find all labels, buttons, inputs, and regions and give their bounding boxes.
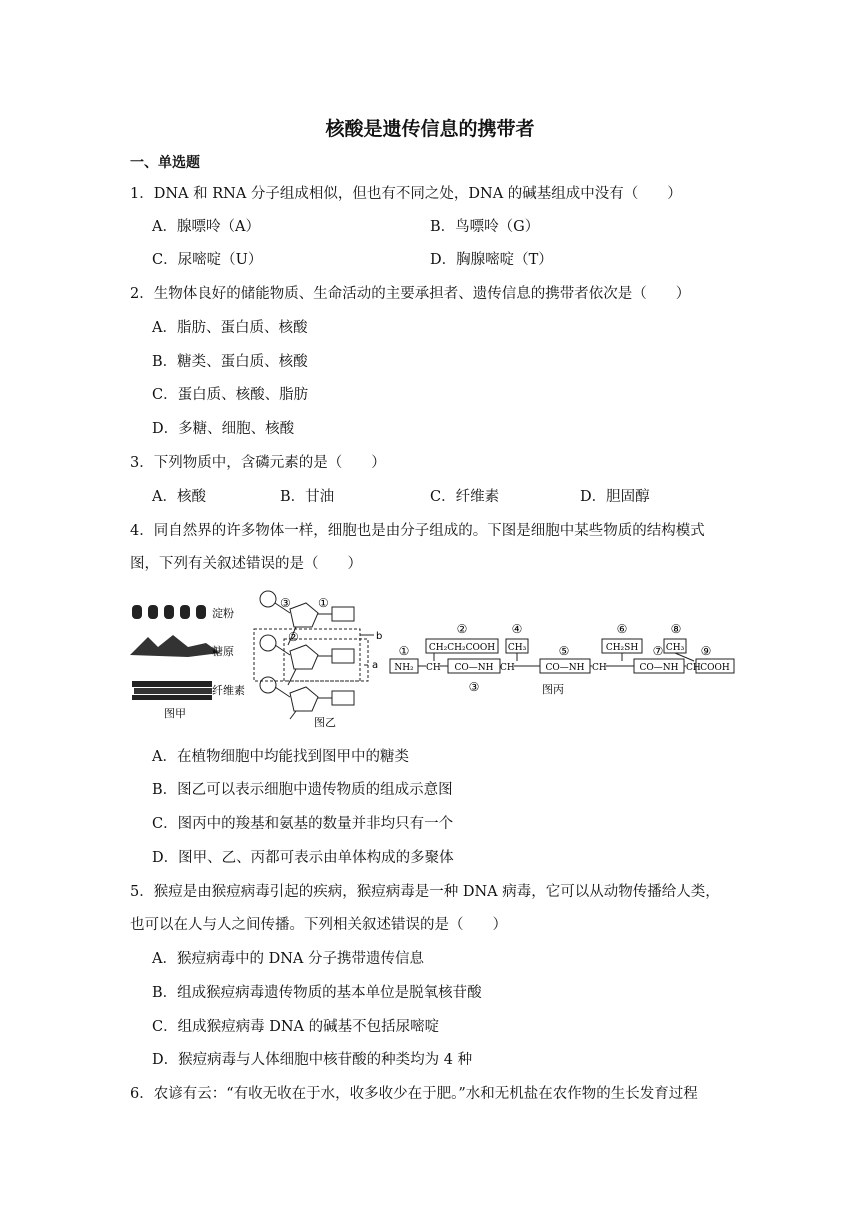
q4-option-b: B．图乙可以表示细胞中遗传物质的组成示意图 <box>152 782 453 798</box>
jia-caption: 图甲 <box>164 707 186 720</box>
q4-stem-line1: 4．同自然界的许多物体一样，细胞也是由分子组成的。下图是细胞中某些物质的结构模式 <box>130 523 705 539</box>
q6-stem-line1: 6．农谚有云：“有收无收在于水，收多收少在于肥。”水和无机盐在农作物的生长发育过程 <box>130 1086 698 1102</box>
q3-option-a: A．核酸 <box>152 489 206 505</box>
bing-box-text-4: CH₃ <box>507 643 527 653</box>
q3-stem: 3．下列物质中，含磷元素的是（ ） <box>130 455 386 471</box>
yi-mark-b: b <box>376 631 383 642</box>
bing-box-text-1: NH₂ <box>394 663 414 673</box>
q3-option-d: D．胆固醇 <box>580 489 650 505</box>
bing-ch-2: CH <box>500 663 515 673</box>
q4-option-a: A．在植物细胞中均能找到图甲中的糖类 <box>152 749 409 765</box>
yi-mark-2: ② <box>288 630 299 644</box>
section-heading: 一、单选题 <box>130 155 200 171</box>
yi-mark-3: ③ <box>280 596 291 610</box>
jia-label-cellulose: 纤维素 <box>212 684 245 697</box>
bing-ch-4: CH <box>686 663 701 673</box>
q1-stem: 1．DNA 和 RNA 分子组成相似，但也有不同之处，DNA 的碱基组成中没有（ ） <box>130 186 682 202</box>
bing-box-text-2: CH₂CH₂COOH <box>428 643 496 653</box>
bing-ch-3: CH <box>592 663 607 673</box>
bing-box-text-7: CO—NH <box>639 663 679 673</box>
q1-option-d: D．胸腺嘧啶（T） <box>430 252 553 268</box>
yi-mark-a: a <box>372 660 379 671</box>
q5-option-d: D．猴痘病毒与人体细胞中核苷酸的种类均为 4 种 <box>152 1052 473 1068</box>
bing-circle-7: ⑦ <box>652 644 664 658</box>
q5-option-b: B．组成猴痘病毒遗传物质的基本单位是脱氧核苷酸 <box>152 985 482 1001</box>
bing-circle-9: ⑨ <box>700 644 712 658</box>
bing-circle-6: ⑥ <box>616 622 628 636</box>
q1-option-a: A．腺嘌呤（A） <box>152 219 260 235</box>
q4-option-c: C．图丙中的羧基和氨基的数量并非均只有一个 <box>152 816 454 832</box>
bing-box-text-6: CH₂SH <box>605 643 639 653</box>
q5-option-c: C．组成猴痘病毒 DNA 的碱基不包括尿嘧啶 <box>152 1019 440 1035</box>
jia-label-starch: 淀粉 <box>212 607 234 620</box>
page-title: 核酸是遗传信息的携带者 <box>325 118 535 140</box>
bing-circle-3: ③ <box>468 680 480 694</box>
q3-option-b: B．甘油 <box>280 489 335 505</box>
figure-jia <box>130 605 245 720</box>
bing-circle-1: ① <box>398 644 410 658</box>
bing-box-text-5: CO—NH <box>545 663 585 673</box>
bing-circle-2: ② <box>456 622 468 636</box>
q2-option-b: B．糖类、蛋白质、核酸 <box>152 354 308 370</box>
bing-ch-1: CH <box>426 663 441 673</box>
yi-caption: 图乙 <box>314 716 336 729</box>
q4-figure <box>128 585 738 731</box>
bing-caption: 图丙 <box>542 683 564 696</box>
bing-box-text-3: CO—NH <box>454 663 494 673</box>
bing-circle-5: ⑤ <box>558 644 570 658</box>
figure-yi <box>254 591 374 719</box>
q3-option-c: C．纤维素 <box>430 489 500 505</box>
q1-option-b: B．鸟嘌呤（G） <box>430 219 540 235</box>
q2-stem: 2．生物体良好的储能物质、生命活动的主要承担者、遗传信息的携带者依次是（ ） <box>130 286 691 302</box>
bing-box-text-9: COOH <box>700 663 730 673</box>
q5-stem-line1: 5．猴痘是由猴痘病毒引起的疾病，猴痘病毒是一种 DNA 病毒，它可以从动物传播给人类， <box>130 884 720 900</box>
bing-circle-8: ⑧ <box>670 622 682 636</box>
q2-option-d: D．多糖、细胞、核酸 <box>152 421 295 437</box>
q1-option-c: C．尿嘧啶（U） <box>152 252 263 268</box>
yi-mark-1: ① <box>318 596 329 610</box>
q4-option-d: D．图甲、乙、丙都可表示由单体构成的多聚体 <box>152 850 454 866</box>
jia-label-glycogen: 糖原 <box>212 645 234 658</box>
figure-bing <box>390 622 734 696</box>
q5-option-a: A．猴痘病毒中的 DNA 分子携带遗传信息 <box>152 951 424 967</box>
q5-stem-line2: 也可以在人与人之间传播。下列相关叙述错误的是（ ） <box>130 917 507 933</box>
q4-stem-line2: 图，下列有关叙述错误的是（ ） <box>130 556 362 572</box>
q2-option-a: A．脂肪、蛋白质、核酸 <box>152 320 308 336</box>
bing-circle-4: ④ <box>511 622 523 636</box>
bing-box-text-8: CH₃ <box>665 643 685 653</box>
q2-option-c: C．蛋白质、核酸、脂肪 <box>152 387 309 403</box>
